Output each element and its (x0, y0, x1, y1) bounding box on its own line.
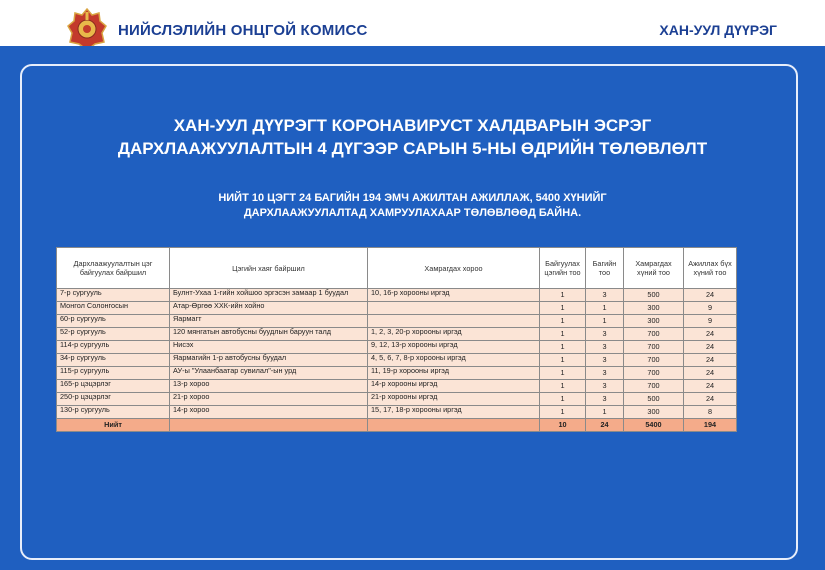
cell-address: АУ-ы "Улаанбаатар сувилал"-ын урд (170, 367, 368, 380)
cell-khoroo: 21-р хорооны иргэд (368, 393, 540, 406)
cell-points: 1 (540, 289, 586, 302)
schedule-table-wrap (56, 247, 736, 432)
cell-address: 13-р хороо (170, 380, 368, 393)
column-header-teams: Багийн тоо (586, 248, 624, 289)
cell-people: 500 (624, 393, 684, 406)
column-header-khoroo: Хамрагдах хороо (368, 248, 540, 289)
subtitle-line-1: НИЙТ 10 ЦЭГТ 24 БАГИЙН 194 ЭМЧ АЖИЛТАН АЖИЛЛАЖ, 5400 ХҮНИЙГ (218, 192, 607, 204)
cell-khoroo: 4, 5, 6, 7, 8-р хорооны иргэд (368, 354, 540, 367)
cell-khoroo: 9, 12, 13-р хорооны иргэд (368, 341, 540, 354)
cell-teams: 3 (586, 354, 624, 367)
cell-address: Яармагт (170, 315, 368, 328)
cell-people: 700 (624, 367, 684, 380)
table-header-row (57, 248, 737, 289)
cell-location: 165-р цэцэрлэг (57, 380, 170, 393)
column-header-points: Байгуулах цэгийн тоо (540, 248, 586, 289)
page-title (0, 114, 825, 160)
cell-address: 14-р хороо (170, 406, 368, 419)
cell-staff: 24 (684, 393, 737, 406)
cell-teams: 1 (586, 315, 624, 328)
cell-teams: 3 (586, 393, 624, 406)
total-cell-khoroo (368, 419, 540, 432)
table-total-row (57, 419, 737, 432)
cell-points: 1 (540, 315, 586, 328)
cell-location: 52-р сургууль (57, 328, 170, 341)
page-subtitle (0, 191, 825, 221)
column-header-location: Дархлаажуулалтын цэг байгуулах байршил (57, 248, 170, 289)
total-cell-people: 5400 (624, 419, 684, 432)
cell-location: 60-р сургууль (57, 315, 170, 328)
cell-location: 130-р сургууль (57, 406, 170, 419)
cell-teams: 3 (586, 289, 624, 302)
cell-location: 250-р цэцэрлэг (57, 393, 170, 406)
cell-staff: 24 (684, 289, 737, 302)
column-header-staff: Ажиллах бүх хүний тоо (684, 248, 737, 289)
cell-points: 1 (540, 406, 586, 419)
cell-location: 115-р сургууль (57, 367, 170, 380)
cell-staff: 24 (684, 341, 737, 354)
table-row (57, 328, 737, 341)
total-cell-location: Нийт (57, 419, 170, 432)
column-header-people: Хамрагдах хүний тоо (624, 248, 684, 289)
cell-staff: 24 (684, 328, 737, 341)
cell-location: Монгол Солонгосын (57, 302, 170, 315)
total-cell-teams: 24 (586, 419, 624, 432)
cell-people: 300 (624, 315, 684, 328)
table-row (57, 289, 737, 302)
cell-points: 1 (540, 354, 586, 367)
header-bar (0, 0, 825, 46)
title-line-1: ХАН-УУЛ ДҮҮРЭГТ КОРОНАВИРУСТ ХАЛДВАРЫН ЭСРЭГ (173, 116, 652, 135)
cell-staff: 9 (684, 302, 737, 315)
table-row (57, 406, 737, 419)
table-row (57, 315, 737, 328)
table-row (57, 341, 737, 354)
table-row (57, 380, 737, 393)
total-cell-address (170, 419, 368, 432)
cell-points: 1 (540, 341, 586, 354)
cell-people: 500 (624, 289, 684, 302)
cell-location: 7-р сургууль (57, 289, 170, 302)
vaccination-schedule-table (56, 247, 737, 432)
cell-teams: 3 (586, 367, 624, 380)
column-header-address: Цэгийн хаяг байршил (170, 248, 368, 289)
cell-khoroo: 1, 2, 3, 20-р хорооны иргэд (368, 328, 540, 341)
cell-khoroo (368, 302, 540, 315)
cell-teams: 3 (586, 380, 624, 393)
cell-khoroo: 15, 17, 18-р хорооны иргэд (368, 406, 540, 419)
cell-staff: 24 (684, 367, 737, 380)
cell-address: 21-р хороо (170, 393, 368, 406)
cell-khoroo: 10, 16-р хорооны иргэд (368, 289, 540, 302)
cell-points: 1 (540, 393, 586, 406)
cell-points: 1 (540, 367, 586, 380)
cell-staff: 8 (684, 406, 737, 419)
table-row (57, 354, 737, 367)
table-row (57, 393, 737, 406)
total-cell-staff: 194 (684, 419, 737, 432)
cell-location: 34-р сургууль (57, 354, 170, 367)
cell-people: 700 (624, 380, 684, 393)
cell-points: 1 (540, 302, 586, 315)
title-line-2: ДАРХЛААЖУУЛАЛТЫН 4 ДҮГЭЭР САРЫН 5-НЫ ӨДРИЙН ТӨЛӨВЛӨЛТ (117, 139, 708, 158)
cell-teams: 1 (586, 302, 624, 315)
cell-people: 700 (624, 328, 684, 341)
cell-address: Нисэх (170, 341, 368, 354)
cell-staff: 24 (684, 380, 737, 393)
cell-staff: 24 (684, 354, 737, 367)
cell-points: 1 (540, 380, 586, 393)
org-name: НИЙСЛЭЛИЙН ОНЦГОЙ КОМИСС (118, 22, 368, 39)
cell-people: 700 (624, 341, 684, 354)
cell-people: 300 (624, 406, 684, 419)
cell-khoroo: 11, 19-р хорооны иргэд (368, 367, 540, 380)
district-name: ХАН-УУЛ ДҮҮРЭГ (659, 22, 777, 38)
cell-address: Атар-Өргөө ХХК-ийн хойно (170, 302, 368, 315)
table-row (57, 302, 737, 315)
cell-teams: 3 (586, 328, 624, 341)
cell-khoroo (368, 315, 540, 328)
cell-address: Яармагийн 1-р автобусны буудал (170, 354, 368, 367)
cell-teams: 3 (586, 341, 624, 354)
cell-staff: 9 (684, 315, 737, 328)
cell-people: 700 (624, 354, 684, 367)
cell-points: 1 (540, 328, 586, 341)
cell-khoroo: 14-р хорооны иргэд (368, 380, 540, 393)
subtitle-line-2: ДАРХЛААЖУУЛАЛТАД ХАМРУУЛАХААР ТӨЛӨВЛӨӨД БАЙНА. (243, 207, 582, 219)
cell-location: 114-р сургууль (57, 341, 170, 354)
cell-people: 300 (624, 302, 684, 315)
cell-address: 120 мянгатын автобусны буудлын баруун талд (170, 328, 368, 341)
cell-teams: 1 (586, 406, 624, 419)
total-cell-points: 10 (540, 419, 586, 432)
cell-address: Булнт-Ухаа 1-гийн хойшоо эргэсэн замаар 1 буудал (170, 289, 368, 302)
table-row (57, 367, 737, 380)
